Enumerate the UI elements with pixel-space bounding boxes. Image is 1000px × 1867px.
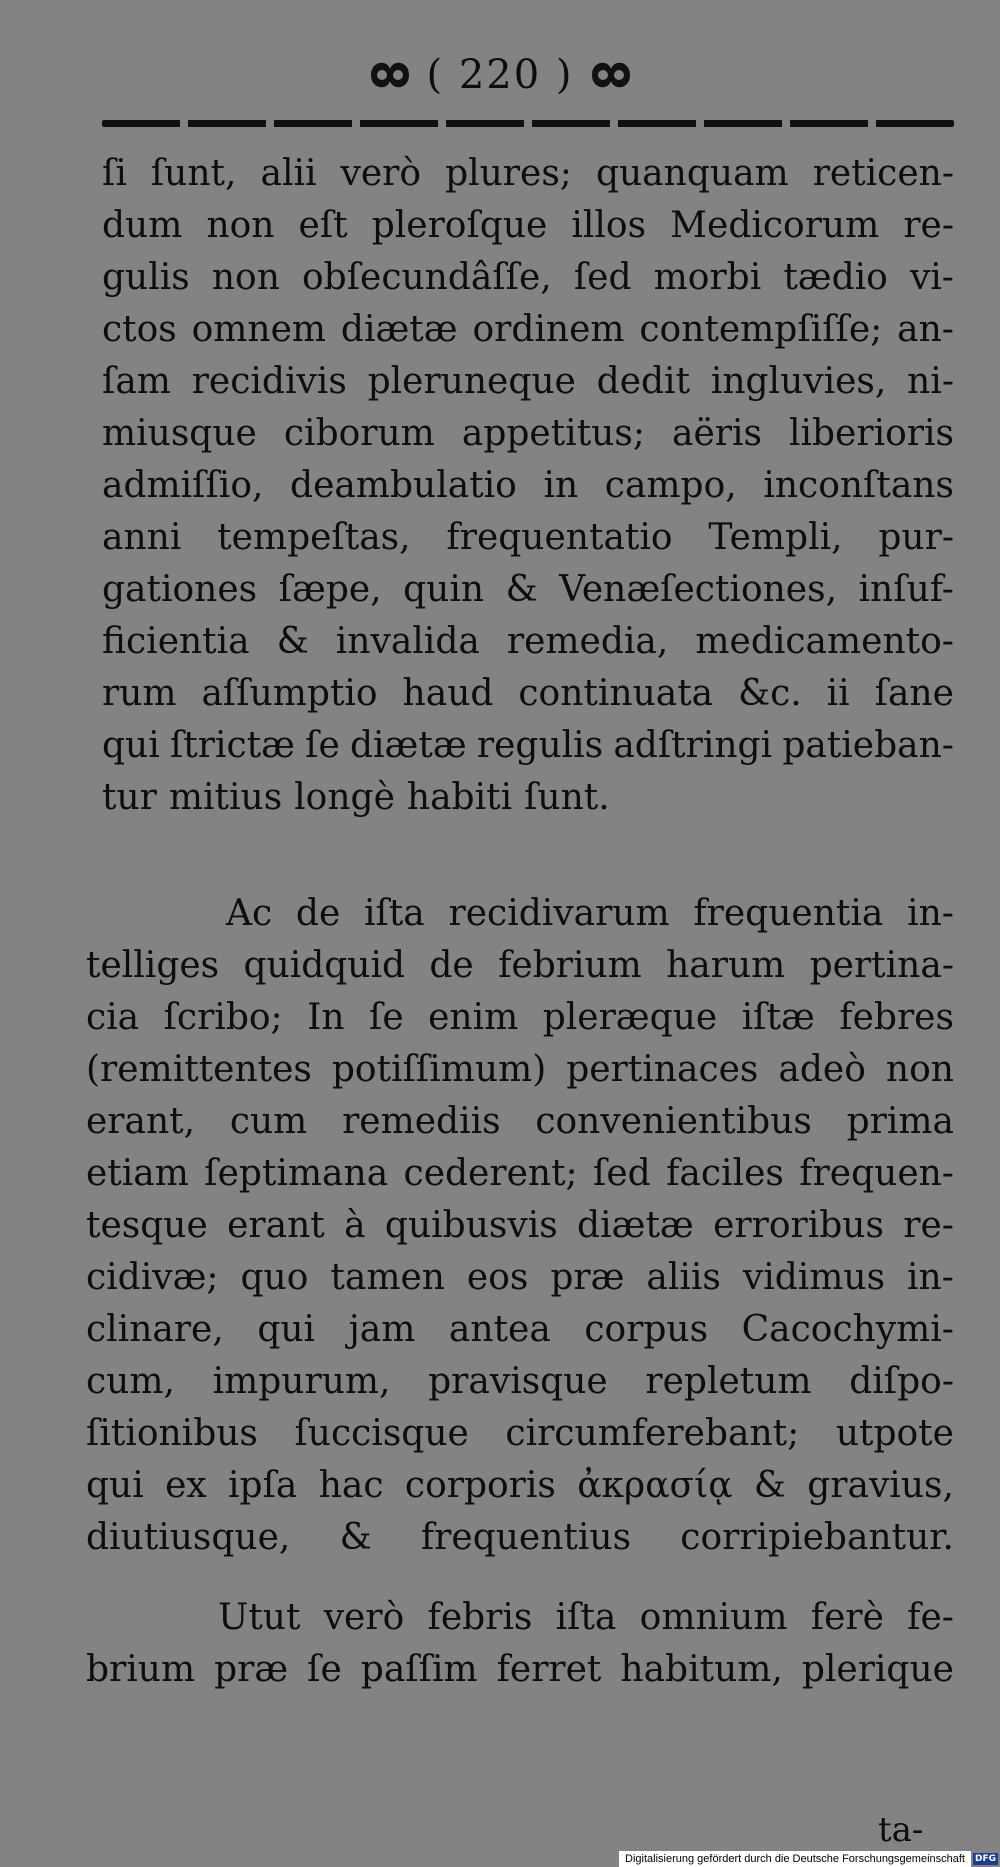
- word: re-: [903, 205, 954, 246]
- text-line: [102, 304, 954, 356]
- word: antea: [448, 1309, 551, 1350]
- word: dum: [102, 205, 183, 246]
- word: in: [543, 465, 579, 506]
- word: in-: [907, 893, 954, 934]
- word: febris: [427, 1597, 533, 1638]
- word: mitius: [168, 777, 283, 818]
- word: à: [344, 1205, 366, 1246]
- word: ſcribo;: [163, 997, 283, 1038]
- word: potiſſimum): [331, 1049, 547, 1090]
- word: cia: [86, 997, 140, 1038]
- text-line: [86, 1408, 954, 1460]
- word: qui: [86, 1465, 144, 1506]
- word: ſam: [102, 361, 171, 402]
- word: habiti: [406, 777, 513, 818]
- footer-credit: [619, 1851, 971, 1867]
- word: quo: [240, 1257, 309, 1298]
- word: verò: [323, 1597, 405, 1638]
- word: pur-: [878, 517, 954, 558]
- word: diætæ: [340, 309, 458, 350]
- word: clinare,: [86, 1309, 224, 1350]
- text-line: [102, 616, 954, 668]
- word: erant: [227, 1205, 325, 1246]
- word: patieban-: [782, 725, 954, 766]
- word: gulis: [102, 257, 190, 298]
- right-ornament-icon: [588, 55, 634, 95]
- word: ctos: [102, 309, 177, 350]
- text-line: [218, 1592, 954, 1644]
- word: frequentatio: [446, 517, 673, 558]
- word: harum: [666, 945, 786, 986]
- word: liberioris: [788, 413, 954, 454]
- word: verò: [340, 153, 422, 194]
- word: Templi,: [708, 517, 843, 558]
- word: ſe: [369, 997, 404, 1038]
- word: iſtæ: [741, 997, 815, 1038]
- word: frequen-: [799, 1153, 954, 1194]
- word: ex: [165, 1465, 207, 1506]
- word: ni-: [907, 361, 954, 402]
- word: non: [885, 1049, 954, 1090]
- word: admiſſio,: [102, 465, 264, 506]
- word: ipſa: [228, 1465, 298, 1506]
- word: deambulatio: [290, 465, 517, 506]
- word: plures;: [445, 153, 572, 194]
- word: plerique: [801, 1649, 954, 1690]
- word: Cacochymi-: [741, 1309, 954, 1350]
- word: contempſiſſe;: [639, 309, 883, 350]
- word: corripiebantur.: [680, 1517, 954, 1558]
- word: longè: [294, 777, 395, 818]
- word: ſed: [573, 257, 632, 298]
- running-header: [0, 52, 1000, 98]
- word: ἀκρασίᾳ: [577, 1465, 733, 1506]
- text-line: [86, 1644, 954, 1696]
- word: obſecundâſſe,: [301, 257, 552, 298]
- word: quibusvis: [384, 1205, 558, 1246]
- word: pravisque: [428, 1361, 608, 1402]
- footer-credit-text: Digitalisierung gefördert durch die Deutsche Forschungsgemeinschaft: [625, 1853, 965, 1865]
- word: gationes: [102, 569, 258, 610]
- text-line: [102, 200, 954, 252]
- word: inconſtans: [763, 465, 954, 506]
- word: febrium: [498, 945, 642, 986]
- word: ſane: [874, 673, 954, 714]
- word: præ: [550, 1257, 625, 1298]
- word: &: [339, 1517, 372, 1558]
- word: vi-: [909, 257, 954, 298]
- text-line: [86, 1096, 954, 1148]
- word: faciles: [666, 1153, 784, 1194]
- word: erant,: [86, 1101, 196, 1142]
- word: quin: [403, 569, 485, 610]
- text-line: [86, 1460, 954, 1512]
- word: qui: [257, 1309, 316, 1350]
- word: ſitionibus: [86, 1413, 258, 1454]
- word: eſt: [298, 205, 348, 246]
- word: in-: [907, 1257, 954, 1298]
- text-line: [86, 1252, 954, 1304]
- word: rum: [102, 673, 177, 714]
- word: ſunt,: [150, 153, 237, 194]
- word: In: [307, 997, 345, 1038]
- word: omnem: [191, 309, 327, 350]
- word: repletum: [645, 1361, 812, 1402]
- word: ſunt.: [524, 777, 610, 818]
- text-line: [86, 992, 954, 1044]
- word: diſpo-: [849, 1361, 954, 1402]
- word: cidivæ;: [86, 1257, 219, 1298]
- word: aëris: [671, 413, 762, 454]
- catchword: ta-: [878, 1810, 924, 1850]
- word: &: [276, 621, 309, 662]
- word: eos: [466, 1257, 529, 1298]
- text-line: [102, 512, 954, 564]
- word: telliges: [86, 945, 220, 986]
- word: reticen-: [812, 153, 954, 194]
- word: &: [753, 1465, 786, 1506]
- word: ficientia: [102, 621, 250, 662]
- word: tempeſtas,: [217, 517, 411, 558]
- word: Utut: [218, 1597, 301, 1638]
- word: ſeptimana: [204, 1153, 389, 1194]
- text-line: [86, 940, 954, 992]
- word: invalida: [335, 621, 480, 662]
- word: haud: [402, 673, 494, 714]
- word: dedit: [596, 361, 691, 402]
- word: corporis: [404, 1465, 556, 1506]
- word: iſta: [555, 1597, 617, 1638]
- word: pleruneque: [367, 361, 576, 402]
- word: cederent;: [403, 1153, 578, 1194]
- word: ſtrictæ: [169, 725, 295, 766]
- word: tur: [102, 777, 157, 818]
- word: diætæ: [349, 725, 467, 766]
- word: enim: [428, 997, 519, 1038]
- word: an-: [897, 309, 954, 350]
- text-line: [86, 1512, 954, 1564]
- word: febres: [839, 997, 954, 1038]
- word: remedia,: [506, 621, 669, 662]
- text-line: [102, 564, 954, 616]
- text-line: [102, 668, 954, 720]
- word: pleræque: [542, 997, 718, 1038]
- text-line: [102, 148, 954, 200]
- word: pertina-: [809, 945, 954, 986]
- word: ſi: [102, 153, 127, 194]
- word: quidquid: [243, 945, 406, 986]
- word: appetitus;: [461, 413, 645, 454]
- text-line: [86, 1356, 954, 1408]
- word: illos: [571, 205, 647, 246]
- word: ferè: [810, 1597, 884, 1638]
- word: Ac: [226, 893, 273, 934]
- word: diutiusque,: [86, 1517, 291, 1558]
- word: &c.: [738, 673, 802, 714]
- word: pleroſque: [371, 205, 548, 246]
- word: ſe: [307, 1649, 342, 1690]
- word: habitum,: [620, 1649, 783, 1690]
- word: re-: [903, 1205, 954, 1246]
- word: &: [505, 569, 538, 610]
- word: ſed: [593, 1153, 651, 1194]
- word: cum: [229, 1101, 308, 1142]
- word: regulis: [476, 725, 604, 766]
- word: ſæpe,: [278, 569, 382, 610]
- word: erroribus: [713, 1205, 884, 1246]
- word: morbi: [653, 257, 762, 298]
- word: inſuf-: [858, 569, 954, 610]
- word: paſſim: [360, 1649, 478, 1690]
- word: vidimus: [742, 1257, 886, 1298]
- word: campo,: [604, 465, 737, 506]
- word: alii: [260, 153, 317, 194]
- word: de: [295, 893, 341, 934]
- word: non: [206, 205, 275, 246]
- word: miusque: [102, 413, 257, 454]
- word: recidivis: [191, 361, 347, 402]
- word: aſſumptio: [201, 673, 378, 714]
- word: ferret: [496, 1649, 602, 1690]
- word: continuata: [518, 673, 714, 714]
- dfg-logo-icon: DFG: [974, 1854, 996, 1864]
- word: præ: [214, 1649, 289, 1690]
- word: etiam: [86, 1153, 189, 1194]
- word: brium: [86, 1649, 196, 1690]
- word: ciborum: [283, 413, 435, 454]
- word: hac: [318, 1465, 384, 1506]
- word: quanquam: [595, 153, 789, 194]
- word: iſta: [364, 893, 425, 934]
- word: remediis: [342, 1101, 501, 1142]
- word: aliis: [646, 1257, 721, 1298]
- footer: [0, 1851, 1000, 1867]
- word: frequentia: [693, 893, 884, 934]
- word: anni: [102, 517, 182, 558]
- word: ordinem: [472, 309, 625, 350]
- text-line: [102, 772, 622, 824]
- word: (remittentes: [86, 1049, 312, 1090]
- word: utpote: [835, 1413, 954, 1454]
- word: prima: [846, 1101, 954, 1142]
- word: ingluvies,: [710, 361, 887, 402]
- word: omnium: [639, 1597, 788, 1638]
- word: tamen: [330, 1257, 445, 1298]
- word: ii: [826, 673, 850, 714]
- word: frequentius: [420, 1517, 632, 1558]
- word: adſtringi: [613, 725, 773, 766]
- text-line: [102, 460, 954, 512]
- word: convenientibus: [535, 1101, 812, 1142]
- header-rule: [102, 120, 954, 127]
- word: qui: [102, 725, 160, 766]
- word: impurum,: [212, 1361, 391, 1402]
- text-line: [86, 1148, 954, 1200]
- word: ſuccisque: [294, 1413, 469, 1454]
- word: Venæſectiones,: [559, 569, 838, 610]
- word: non: [211, 257, 280, 298]
- text-line: [86, 1200, 954, 1252]
- word: cum,: [86, 1361, 175, 1402]
- text-line: [86, 1304, 954, 1356]
- word: jam: [348, 1309, 416, 1350]
- word: recidivarum: [448, 893, 670, 934]
- word: diætæ: [577, 1205, 694, 1246]
- page-number: ( 220 ): [426, 52, 574, 98]
- text-line: [102, 356, 954, 408]
- word: gravius,: [807, 1465, 954, 1506]
- text-line: [86, 1044, 954, 1096]
- text-line: [102, 252, 954, 304]
- word: circumferebant;: [505, 1413, 800, 1454]
- word: medicamento-: [695, 621, 954, 662]
- word: corpus: [584, 1309, 709, 1350]
- word: tædio: [783, 257, 888, 298]
- word: tesque: [86, 1205, 208, 1246]
- word: adeò: [778, 1049, 866, 1090]
- word: fe-: [907, 1597, 954, 1638]
- word: pertinaces: [566, 1049, 759, 1090]
- word: Medicorum: [670, 205, 880, 246]
- word: ſe: [305, 725, 340, 766]
- word: de: [429, 945, 474, 986]
- text-line: [102, 408, 954, 460]
- text-line: [102, 720, 954, 772]
- left-ornament-icon: [367, 55, 413, 95]
- text-line: [226, 888, 954, 940]
